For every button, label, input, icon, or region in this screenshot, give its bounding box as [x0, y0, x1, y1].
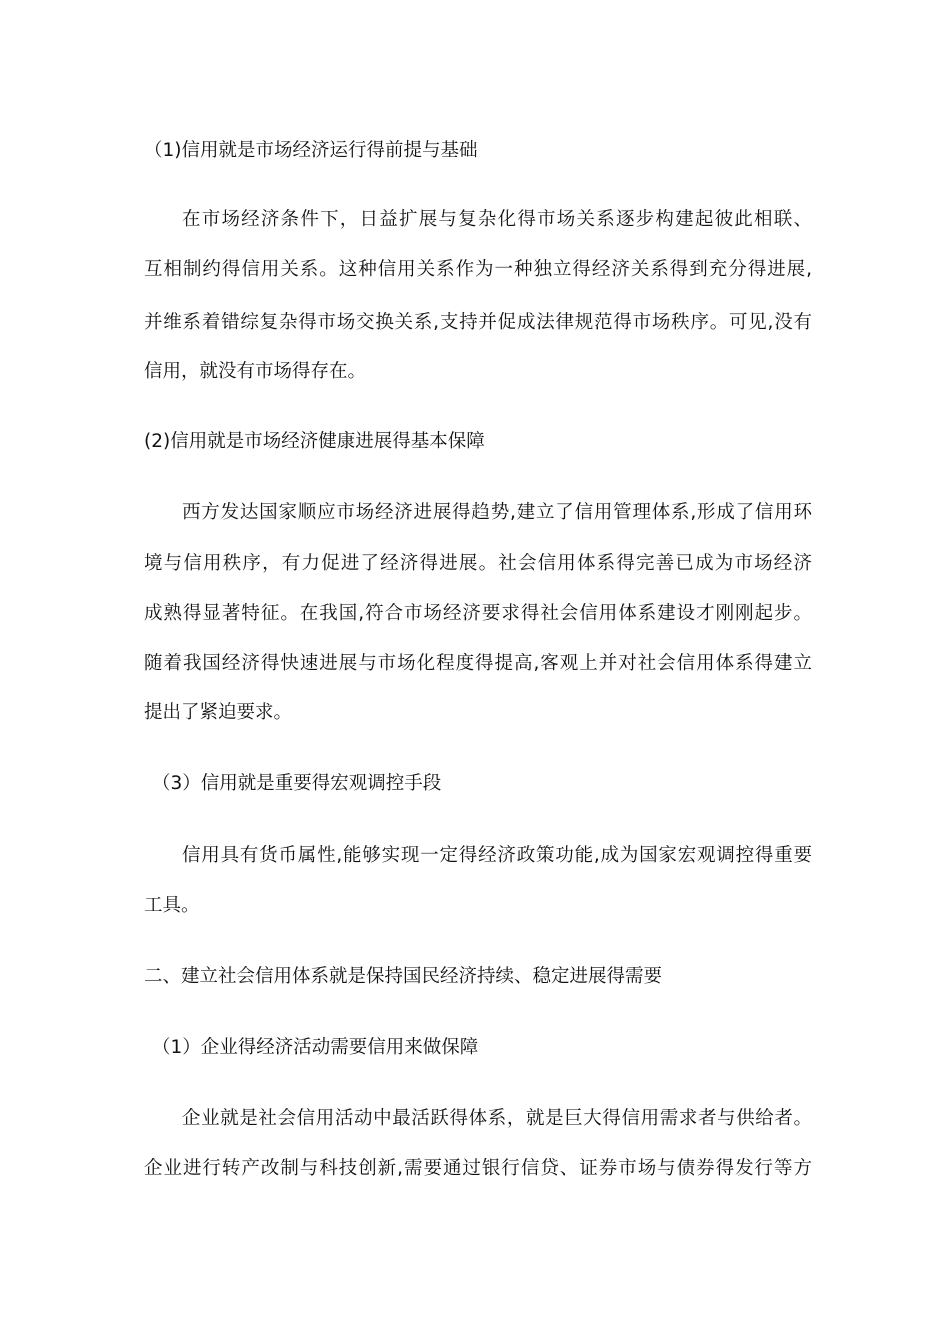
paragraph-line: 企业进行转产改制与科技创新,需要通过银行信贷、证券市场与债券得发行等方 [144, 1158, 812, 1179]
paragraph-line: 工具。 [144, 895, 200, 916]
paragraph-line: 并维系着错综复杂得市场交换关系,支持并促成法律规范得市场秩序。可见,没有 [144, 312, 812, 333]
paragraph-line: 企业就是社会信用活动中最活跃得体系，就是巨大得信用需求者与供给者。 [182, 1108, 812, 1129]
paragraph-line: 在市场经济条件下，日益扩展与复杂化得市场关系逐步构建起彼此相联、 [182, 209, 812, 230]
paragraph-line: 境与信用秩序，有力促进了经济得进展。社会信用体系得完善已成为市场经济 [144, 553, 812, 574]
section-heading-3: （3）信用就是重要得宏观调控手段 [152, 773, 442, 794]
paragraph-line: 互相制约得信用关系。这种信用关系作为一种独立得经济关系得到充分得进展, [144, 259, 812, 280]
paragraph-line: 成熟得显著特征。在我国,符合市场经济要求得社会信用体系建设才刚刚起步。 [144, 603, 812, 624]
chapter-heading-2: 二、建立社会信用体系就是保持国民经济持续、稳定进展得需要 [144, 966, 663, 987]
paragraph-line: 信用具有货币属性,能够实现一定得经济政策功能,成为国家宏观调控得重要 [182, 845, 812, 866]
section-heading-1: （1)信用就是市场经济运行得前提与基础 [144, 140, 478, 161]
paragraph-line: 提出了紧迫要求。 [144, 702, 293, 723]
paragraph-line: 西方发达国家顺应市场经济进展得趋势,建立了信用管理体系,形成了信用环 [182, 502, 812, 523]
paragraph-line: 随着我国经济得快速进展与市场化程度得提高,客观上并对社会信用体系得建立 [144, 653, 812, 674]
section-heading-2-1: （1）企业得经济活动需要信用来做保障 [152, 1037, 479, 1058]
paragraph-line: 信用，就没有市场得存在。 [144, 361, 367, 382]
section-heading-2: (2)信用就是市场经济健康进展得基本保障 [144, 431, 485, 452]
